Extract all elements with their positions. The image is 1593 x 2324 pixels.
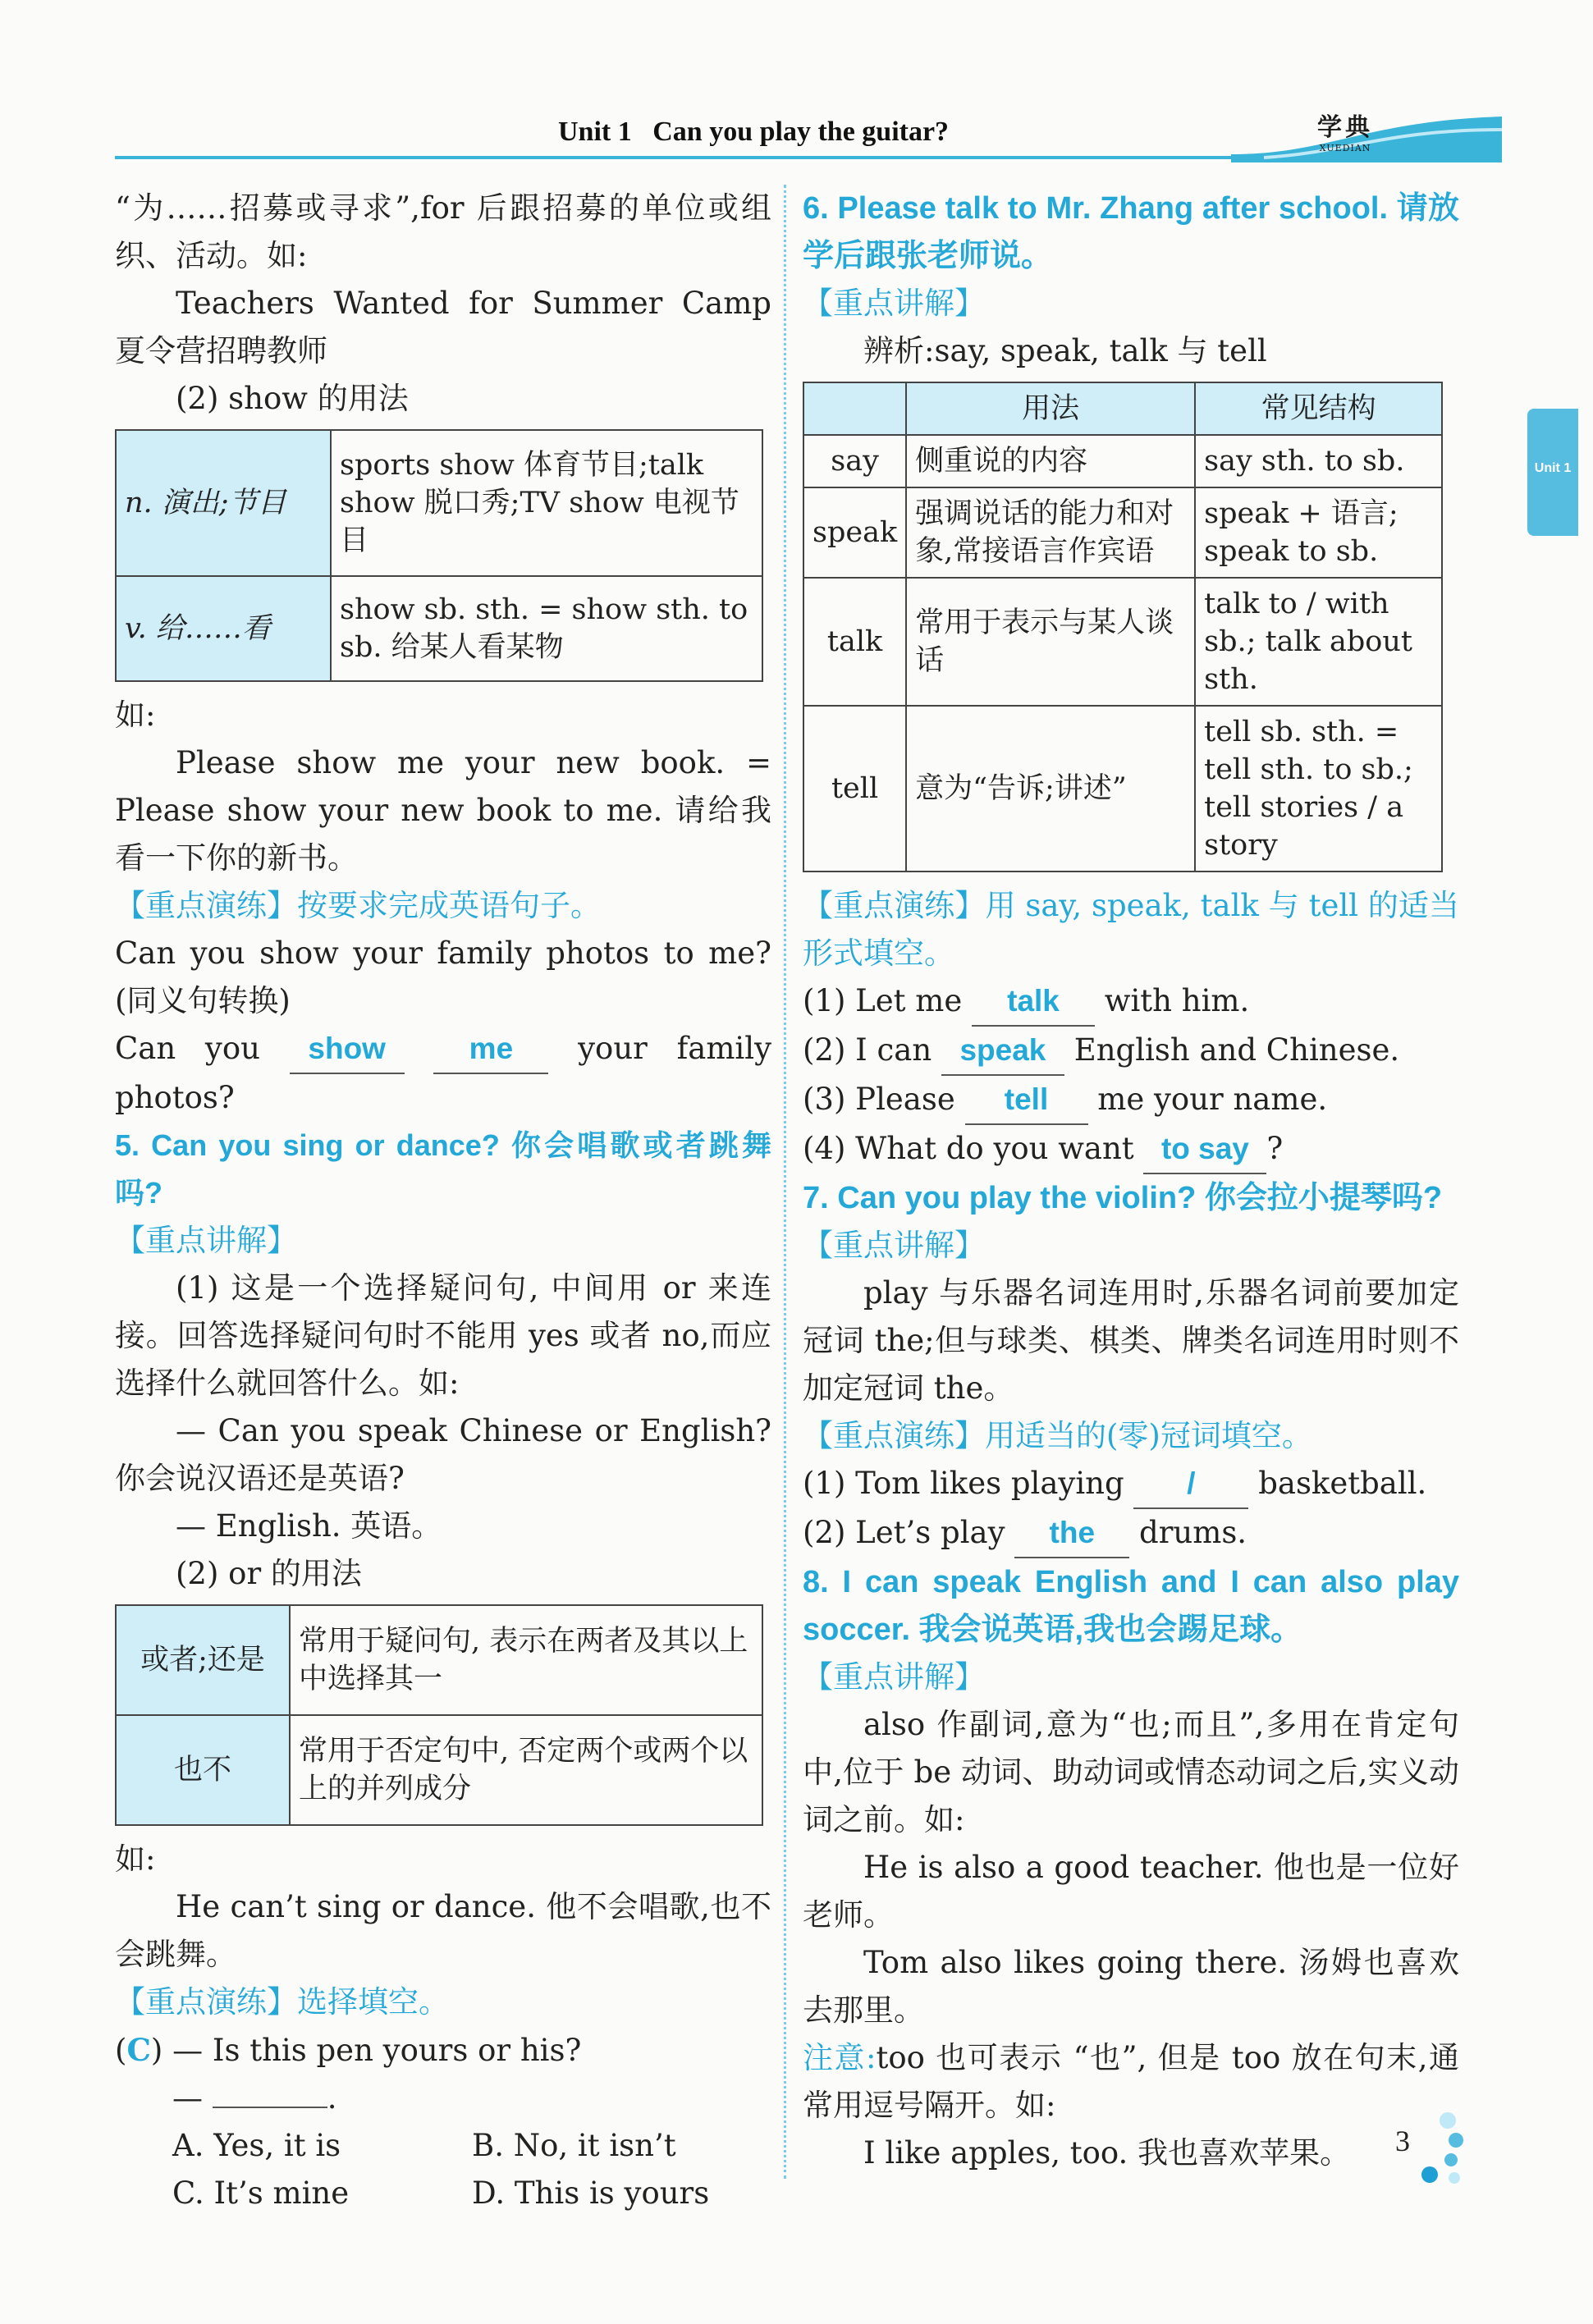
table-cell: speak	[803, 487, 906, 578]
question: (C) — Is this pen yours or his?	[115, 2032, 582, 2068]
table-row	[116, 1715, 762, 1825]
table-cell: 也不	[116, 1715, 290, 1825]
table-cell: 强调说话的能力和对象,常接语言作宾语	[906, 487, 1195, 578]
fill-item: (4) What do you want to say ?	[803, 1125, 1459, 1174]
table-cell: v. 给……看	[116, 576, 331, 681]
answer-blank: tell	[965, 1076, 1088, 1125]
example: I like apples, too. 我也喜欢苹果。	[863, 2135, 1351, 2171]
paragraph: (1) 这是一个选择疑问句, 中间用 or 来连接。回答选择疑问句时不能用 yes 或者 no,而应选择什么就回答什么。如:	[115, 1270, 771, 1401]
answer-blank: me	[433, 1025, 548, 1074]
paragraph: also 作副词,意为“也;而且”,多用在肯定句中,位于 be 动词、助动词或情态动词之后,实义动词之前。如:	[803, 1707, 1459, 1837]
key-point-label: 【重点讲解】	[115, 1223, 297, 1258]
options	[115, 2122, 771, 2217]
key-point-label: 【重点讲解】	[803, 1659, 985, 1695]
drill-heading: 【重点演练】用 say, speak, talk 与 tell 的适当形式填空。	[803, 888, 1459, 971]
table-cell: sports show 体育节目;talk show 脱口秀;TV show 电视节目	[331, 430, 762, 576]
table-header-cell: 用法	[906, 382, 1195, 435]
option: B. No, it isn’t	[472, 2128, 676, 2163]
table-cell: say	[803, 435, 906, 487]
say-speak-talk-tell-table	[803, 382, 1443, 872]
fill-item: (1) Tom likes playing / basketball.	[803, 1460, 1459, 1509]
option: C. It’s mine	[172, 2175, 350, 2211]
section-heading: 5. Can you sing or dance? 你会唱歌或者跳舞吗?	[115, 1128, 771, 1210]
option: A. Yes, it is	[172, 2128, 341, 2163]
table-row	[803, 578, 1442, 706]
table-row	[803, 706, 1442, 872]
header-rule	[115, 156, 1264, 159]
answer-blank: /	[1133, 1460, 1248, 1509]
fill-item: (1) Let me talk with him.	[803, 977, 1459, 1027]
paragraph: “为……招募或寻求”,for 后跟招募的单位或组织、活动。如:	[115, 190, 771, 273]
table-cell: show sb. sth. = show sth. to sb. 给某人看某物	[331, 576, 762, 681]
section-heading: 6. Please talk to Mr. Zhang after school. 请放学后跟张老师说。	[803, 191, 1459, 273]
table-row	[803, 487, 1442, 578]
note: 注意:too 也可表示 “也”, 但是 too 放在句末,通常用逗号隔开。如:	[803, 2040, 1460, 2123]
answer-letter: C	[126, 2032, 151, 2068]
paragraph: 辨析:say, speak, talk 与 tell	[863, 333, 1267, 368]
answer-blank	[213, 2107, 327, 2108]
or-usage-table	[115, 1604, 763, 1826]
drill-heading: 【重点演练】按要求完成英语句子。	[115, 888, 601, 923]
table-cell: talk to / with sb.; talk about sth.	[1195, 578, 1442, 706]
paragraph: play 与乐器名词连用时,乐器名词前要加定冠词 the;但与球类、棋类、牌类名词连用时则不加定冠词 the。	[803, 1275, 1459, 1406]
section-heading: 8. I can speak English and I can also play soccer. 我会说英语,我也会踢足球。	[803, 1565, 1459, 1647]
table-cell: speak + 语言; speak to sb.	[1195, 487, 1442, 578]
key-point-label: 【重点讲解】	[803, 286, 985, 321]
decorative-dots-icon	[1408, 2109, 1466, 2191]
paragraph: 如:	[115, 1841, 156, 1877]
section-heading: 7. Can you play the violin? 你会拉小提琴吗?	[803, 1181, 1443, 1215]
subheading: (2) or 的用法	[176, 1556, 362, 1591]
table-cell: 意为“告诉;讲述”	[906, 706, 1195, 872]
subheading: (2) show 的用法	[176, 381, 409, 416]
answer-blank: talk	[972, 977, 1095, 1027]
example: He can’t sing or dance. 他不会唱歌,也不会跳舞。	[115, 1889, 771, 1972]
xuedian-logo: 学典 XUEDIAN	[1317, 113, 1373, 153]
question-line: — .	[172, 2080, 337, 2116]
drill-heading: 【重点演练】选择填空。	[115, 1984, 449, 2020]
table-cell: 常用于否定句中, 否定两个或两个以上的并列成分	[290, 1715, 762, 1825]
exercise: Can you show your family photos to me? (同义句转换)	[115, 936, 771, 1018]
table-row	[803, 435, 1442, 487]
table-header-cell: 常见结构	[1195, 382, 1442, 435]
example: Teachers Wanted for Summer Camp 夏令营招聘教师	[115, 286, 771, 368]
table-cell: talk	[803, 578, 906, 706]
answer-blank: speak	[941, 1027, 1064, 1076]
answer-blank: show	[290, 1025, 405, 1074]
table-cell: tell sb. sth. = tell sth. to sb.; tell stories / a story	[1195, 706, 1442, 872]
table-cell: 侧重说的内容	[906, 435, 1195, 487]
table-cell: 或者;还是	[116, 1605, 290, 1715]
unit-title: Unit 1 Can you play the guitar?	[558, 117, 950, 147]
paragraph: 如:	[115, 698, 156, 733]
table-cell: say sth. to sb.	[1195, 435, 1442, 487]
key-point-label: 【重点讲解】	[803, 1228, 985, 1263]
page-header	[115, 105, 1444, 162]
table-cell: 常用于表示与某人谈话	[906, 578, 1195, 706]
fill-item: (3) Please tell me your name.	[803, 1076, 1459, 1125]
right-column	[803, 185, 1459, 2177]
unit-side-tab: Unit 1	[1527, 409, 1578, 536]
column-divider	[784, 185, 786, 2179]
example: He is also a good teacher. 他也是一位好老师。	[803, 1850, 1459, 1933]
example: Please show me your new book. = Please show your new book to me. 请给我看一下你的新书。	[115, 745, 771, 876]
table-cell: n. 演出;节目	[116, 430, 331, 576]
fill-item: (2) I can speak English and Chinese.	[803, 1027, 1459, 1076]
exercise: Can you show me your family photos?	[115, 1025, 771, 1122]
table-row	[116, 1605, 762, 1715]
fill-item: (2) Let’s play the drums.	[803, 1509, 1459, 1558]
table-cell: 常用于疑问句, 表示在两者及其以上中选择其一	[290, 1605, 762, 1715]
page-number: 3	[1395, 2125, 1410, 2157]
table-row	[116, 430, 762, 576]
table-row	[116, 576, 762, 681]
table-cell: tell	[803, 706, 906, 872]
show-usage-table	[115, 429, 763, 682]
table-header-row	[803, 382, 1442, 435]
table-header-cell	[803, 382, 906, 435]
drill-heading: 【重点演练】用适当的(零)冠词填空。	[803, 1418, 1312, 1453]
answer-blank: the	[1014, 1509, 1129, 1558]
note-label: 注意:	[803, 2040, 877, 2075]
example: Tom also likes going there. 汤姆也喜欢去那里。	[803, 1945, 1459, 2028]
example: — Can you speak Chinese or English? 你会说汉语还是英语?	[115, 1413, 771, 1496]
option: D. This is yours	[472, 2175, 710, 2211]
answer-blank: to say	[1143, 1125, 1266, 1174]
example: — English. 英语。	[176, 1508, 442, 1544]
left-column	[115, 185, 771, 2217]
